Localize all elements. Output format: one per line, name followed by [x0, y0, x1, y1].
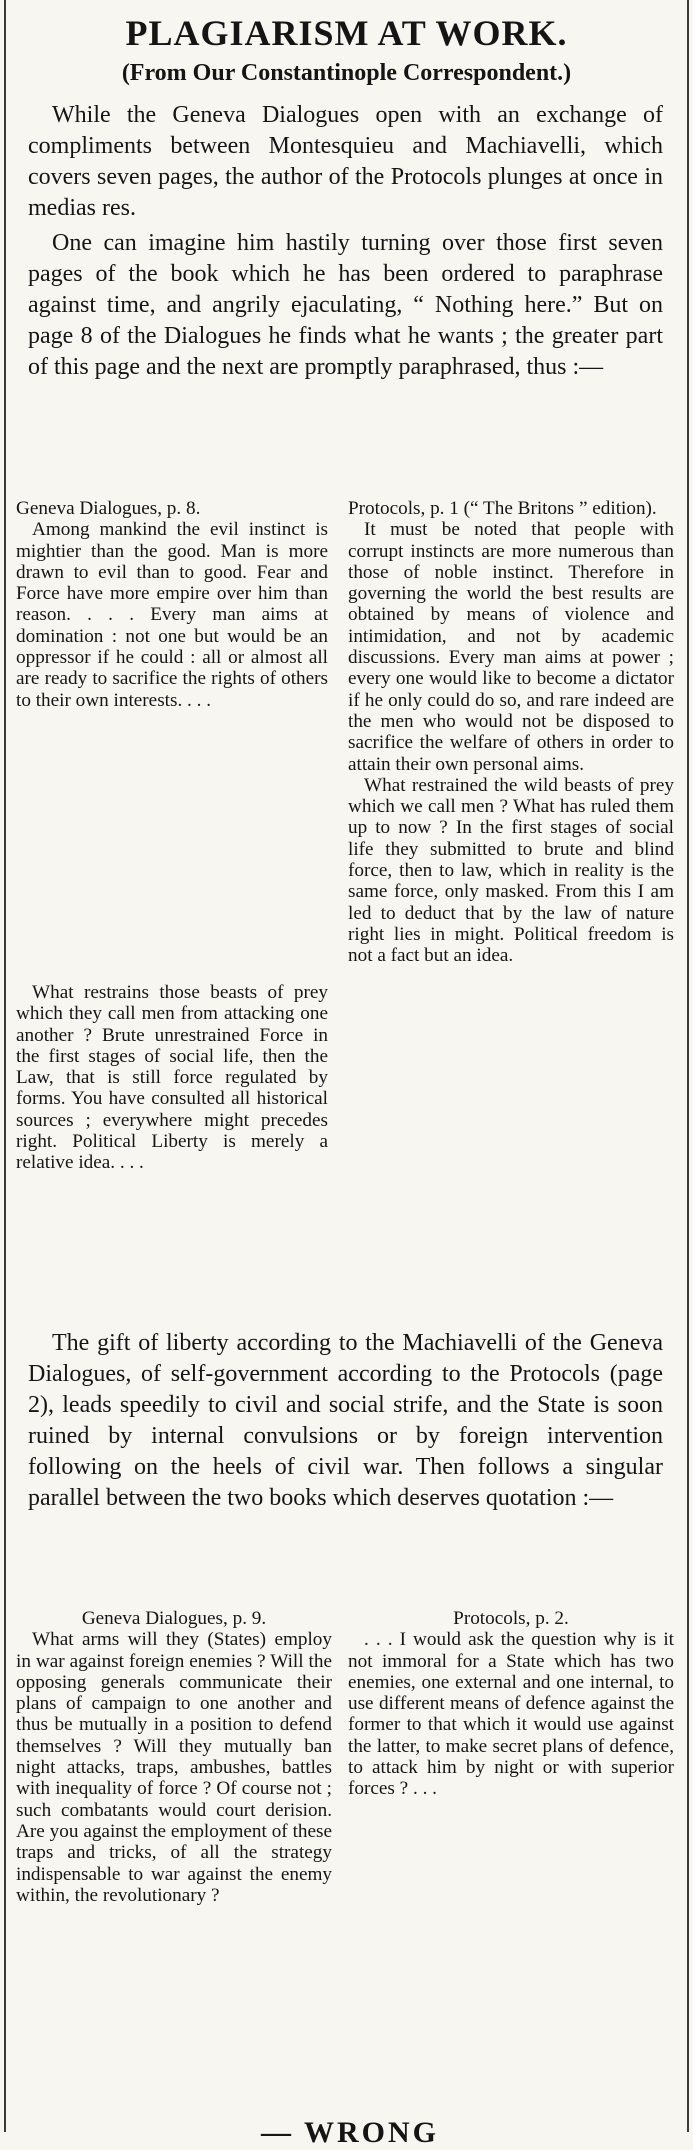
- column-passage: What restrains those beasts of prey which they call men from attacking one another ? Brute unrestrained Force in the first stages of social life, then the Law, that is still force regulated by forms. You have consulted all historical sources ; everywhere might precedes right. Political Liberty is merely a relative idea. . . .: [16, 982, 328, 1174]
- article-headline: PLAGIARISM AT WORK.: [125, 13, 568, 53]
- column-heading: Protocols, p. 2.: [453, 1608, 569, 1629]
- column-passage: Among mankind the evil instinct is mightier than the good. Man is more drawn to evil than to good. Fear and Force have more empire over him than reason. . . . Every man aims at domination : not one but would be an oppressor if he could : all or almost all are ready to sacrifice the rights of others to their own interests. . . .: [16, 519, 328, 711]
- column-passage: . . . I would ask the question why is it not immoral for a State which has two enemies, one external and one internal, to use different means of defence against the former to that which it would use against the latter, to make secret plans of defence, to attack him by night or with superior forces ? . . .: [348, 1629, 674, 1800]
- geneva-dialogues-p9-column: [16, 1608, 332, 1906]
- protocols-p1-column: [348, 498, 674, 967]
- geneva-dialogues-p8-column-continued: [16, 982, 328, 1174]
- column-heading: Geneva Dialogues, p. 8.: [16, 498, 201, 519]
- column-passage: What restrained the wild beasts of prey which we call men ? What has ruled them up to now ? In the first stages of social life they submitted to brute and blind force, then to law, which in reality is the same force, only masked. From this I am led to deduct that by the law of nature right lies in might. Political freedom is not a fact but an idea.: [348, 774, 674, 967]
- protocols-p2-column: [348, 1608, 674, 1800]
- right-border-rule: [687, 0, 689, 2132]
- next-article-headline-fragment: — WRONG: [261, 2116, 439, 2149]
- left-border-rule: [4, 0, 6, 2132]
- column-passage: It must be noted that people with corrupt instincts are more numerous than those of noble instinct. Therefore in governing the world the best results are obtained by means of violence and intimidation, and not by academic discussions. Every man aims at power ; every one would like to become a dictator if he only could do so, and rare indeed are the men who would not be disposed to sacrifice the welfare of others in order to attain their own personal aims.: [348, 519, 674, 775]
- column-heading: Geneva Dialogues, p. 9.: [81, 1608, 267, 1629]
- column-heading: Protocols, p. 1 (“ The Britons ” edition).: [348, 498, 657, 519]
- column-passage: What arms will they (States) employ in war against foreign enemies ? Will the opposing generals communicate their plans of campaign to one another and thus be mutually in a position to defend themselves ? Will they mutually ban night attacks, traps, ambushes, battles with inequality of force ? Of course not ; such combatants would court derision. Are you against the employment of these traps and tricks, of all the strategy indispensable to war against the enemy within, the revolutionary ?: [16, 1629, 332, 1906]
- intro-paragraph-1: While the Geneva Dialogues open with an exchange of compliments between Montesquieu and Machiavelli, which covers seven pages, the author of the Protocols plunges at once in medias res.: [28, 102, 663, 221]
- middle-paragraph: The gift of liberty according to the Machiavelli of the Geneva Dialogues, of self-government according to the Protocols (page 2), leads speedily to civil and social strife, and the State is soon ruined by internal convulsions or by foreign intervention following on the heels of civil war. Then follows a singular parallel between the two books which deserves quotation :—: [28, 1330, 663, 1511]
- article-subheadline: (From Our Constantinople Correspondent.): [121, 60, 572, 86]
- intro-paragraph-2: One can imagine him hastily turning over those first seven pages of the book which he has been ordered to paraphrase against time, and angrily ejaculating, “ Nothing here.” But on page 8 of the Dialogues he finds what he wants ; the greater part of this page and the next are promptly paraphrased, thus :—: [28, 230, 663, 380]
- geneva-dialogues-p8-column: [16, 498, 328, 711]
